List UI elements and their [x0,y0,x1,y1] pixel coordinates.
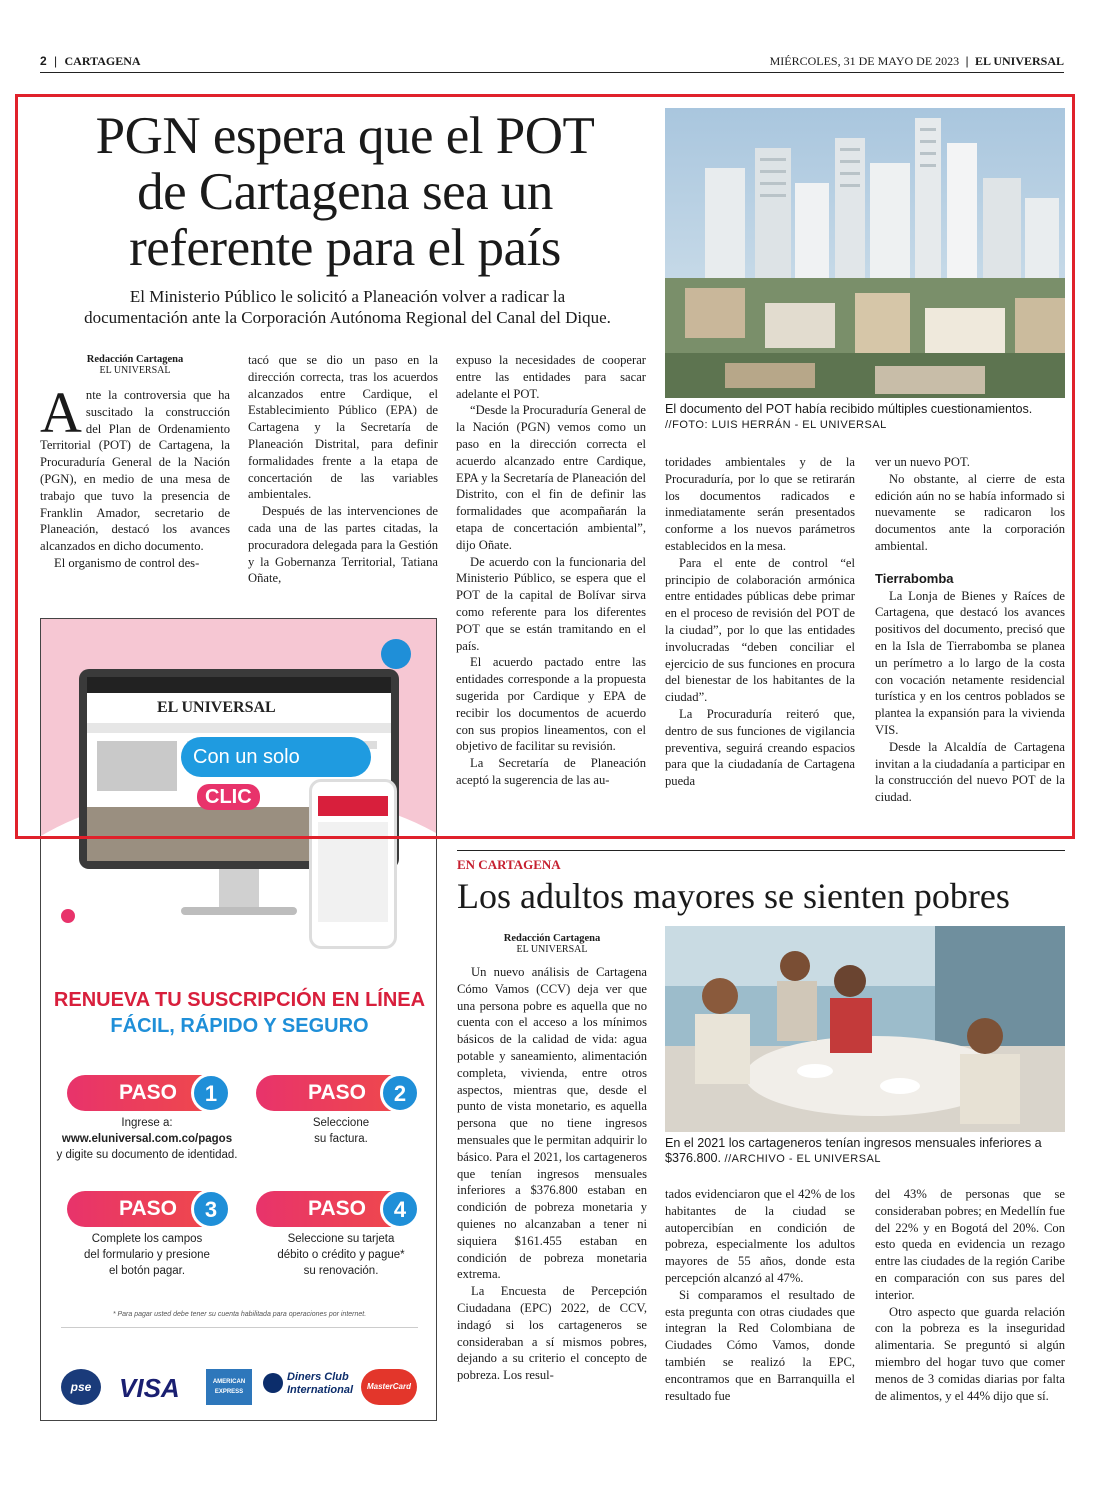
step-line: el botón pagar. [108,1265,186,1277]
step4-text [251,1231,431,1279]
step-line: Ingrese a: [121,1117,173,1129]
diners-icon [263,1373,283,1393]
article2-rule [457,850,1065,851]
browser-bar [87,677,391,693]
article2-col1 [457,964,647,1384]
paragraph: tados evidenciaron que el 42% de los habitantes de la ciudad se autopercibían en condición de pobreza, especialmente los adultos mayores de 55 años, donde esta percepción alcanzó al 47%. [665,1187,855,1285]
issue-date: MIÉRCOLES, 31 DE MAYO DE 2023 [769,54,960,68]
monitor-base [181,907,297,915]
subscription-ad[interactable] [40,618,437,1421]
step-number: 3 [191,1189,231,1229]
article2-kicker: EN CARTAGENA [457,857,561,872]
article1-col2 [248,352,438,587]
paragraph: “Desde la Procuraduría General de la Nación (PGN) vemos como un paso en la dirección correcta el acuerdo alcanzado entre Cardique, EPA y la Secretaría de Planeación del Distrito, con el fin de definir las formalidades que acompañarán la etapa de concertación ambiental”, dijo Oñate. [456,403,646,552]
pot-city-photo [665,108,1065,398]
byline-name: Redacción Cartagena [503,933,601,944]
header-right: MIÉRCOLES, 31 DE MAYO DE 2023 | EL UNIVERSAL [769,54,1064,68]
photo1-credit: //FOTO: LUIS HERRÁN - EL UNIVERSAL [665,419,887,431]
amex-logo: AMERICAN EXPRESS [206,1369,252,1405]
page-header [40,54,1064,70]
article1-headline [40,108,650,276]
headline-line: PGN espera que el POT [95,107,595,165]
paragraph: El acuerdo pactado entre las entidades corresponde a la propuesta sugerida por Cardique y EPA de recibir los documentos de acuerdo con sus propios lineamentos, con el objetivo de facilitar su revisión. [456,655,646,754]
page-number: 2 [40,54,47,68]
phone-header [318,796,388,816]
phone-menu [318,822,388,922]
photo1-caption: El documento del POT había recibido múltiples cuestionamientos. [665,402,1033,416]
paragraph: expuso la necesidades de cooperar entre las entidades para sacar adelante el POT. [456,353,646,401]
article2-headline: Los adultos mayores se sienten pobres [457,876,1010,916]
paragraph: Si comparamos el resultado de esta pregunta con otras ciudades que integran la Red Colombiana de Ciudades Cómo Vamos, donde también se realizó la EPC, encontramos que en Barranquilla el resultado fue [665,1287,855,1403]
step3-pill [67,1191,221,1227]
caption-text: En el 2021 los cartageneros tenían ingresos mensuales inferiores a [665,1136,1042,1150]
article2-col2 [665,1186,855,1404]
step1-pill [67,1075,221,1111]
step-label: PASO [308,1081,366,1104]
article1-col3 [456,352,646,789]
byline-name: Redacción Cartagena [86,354,184,365]
article1-col1 [40,380,230,572]
elderly-people-illustration [665,926,1065,1132]
step-line: su renovación. [303,1265,379,1277]
site-logo: EL UNIVERSAL [157,699,276,716]
paragraph: De acuerdo con la funcionaria del Ministerio Público, se espera que el POT de la capital de Bolívar sirva como referente para los diferentes POT que se están tramitando en el país. [456,554,646,653]
section-name: CARTAGENA [64,54,141,68]
ad-footnote: * Para pagar usted debe tener su cuenta habilitada para operaciones por internet. [112,1311,367,1318]
site-thumb [97,741,177,791]
bubble-text: Con un solo [193,746,300,768]
step-label: PASO [119,1081,177,1104]
ad-dot [61,909,75,923]
paragraph: toridades ambientales y de la Procuraduría, por lo que se retirarán los documentos radicados e inmediatamente serán presentados conforme a los nuevos parámetros establecidos en la mesa. [665,455,855,553]
step-label: PASO [119,1197,177,1220]
mastercard-logo: MasterCard [361,1369,417,1405]
headline-line: de Cartagena sea un [137,163,553,221]
step-line: débito o crédito y pague* [277,1249,405,1261]
byline-org: EL UNIVERSAL [516,944,588,955]
paragraph: La Encuesta de Percepción Ciudadana (EPC) 2022, de CCV, indagó si los cartageneros se consideraban a sí mismos pobres, dejando a su criterio el concepto de pobreza. Los resul- [457,1284,647,1383]
paragraph: Desde la Alcaldía de Cartagena invitan a la ciudadanía a participar en la construcción del nuevo POT de la ciudad. [875,739,1065,805]
pse-logo: pse [61,1369,101,1405]
ad-title: RENUEVA TU SUSCRIPCIÓN EN LÍNEA [53,989,426,1011]
ad-dot [381,639,411,669]
step-line: Complete los campos [91,1233,203,1245]
city-skyline-illustration [665,108,1065,398]
article2-byline [457,933,647,955]
elderly-people-photo [665,926,1065,1132]
ad-divider [61,1327,418,1328]
subhead-tierrabomba: Tierrabomba [875,570,954,586]
paragraph: La Procuraduría reiteró que, dentro de sus funciones de vigilancia preventiva, seguirá creando espacios para que la ciudadanía de Cartagena pueda [665,706,855,789]
step-line: y digite su documento de identidad. [56,1149,238,1161]
paper-name: EL UNIVERSAL [974,54,1064,68]
step-label: PASO [308,1197,366,1220]
photo2-credit: //ARCHIVO - EL UNIVERSAL [724,1153,881,1165]
deck-line: El Ministerio Público le solicitó a Planeación volver a radicar la [129,287,566,306]
article1-deck [40,286,655,328]
clic-bubble [181,737,371,808]
photo2-caption [665,1136,1065,1167]
paragraph: No obstante, al cierre de esta edición aún no se había informado si nuevamente se radicaron los documentos ante la corporación ambiental. [875,471,1065,553]
step-number: 1 [191,1073,231,1113]
article1-col4 [665,454,855,790]
byline-org: EL UNIVERSAL [99,365,171,376]
ad-subtitle: FÁCIL, RÁPIDO Y SEGURO [110,1015,369,1037]
dropcap: A [40,380,82,445]
visa-logo: VISA [119,1373,180,1403]
paragraph: Después de las intervenciones de cada una de las partes citadas, la procuradora delegada para la Gestión y la Gobernanza Territorial, Tatiana Oñate, [248,504,438,586]
site-nav [87,723,391,733]
paragraph: del 43% de personas que se consideraban pobres; en Medellín fue del 22% y en Bogotá del 20%. Con esto queda en evidencia un rezago entre las ciudades de la región Caribe en comparación con sus pares del interior. [875,1187,1065,1302]
paragraph: nte la controversia que ha suscitado la construcción del Plan de Ordenamiento Territorial (POT) de Cartagena, la Procuraduría General de la Nación (PGN), en medio de una mesa de trabajo que tuvo la presencia de Franklin Amador, secretario de Planeación, destacó los avances alcanzados en dicho documento. [40,388,230,554]
paragraph: Otro aspecto que guarda relación con la pobreza es la inseguridad alimentaria. Se preguntó si algún miembro del hogar tuvo que comer menos de 3 comidas diarias por falta de alimentos, y el 44% dijo que sí. [875,1304,1065,1403]
step2-pill [256,1075,410,1111]
step-line: Seleccione su tarjeta [287,1233,395,1245]
phone-illustration [309,779,397,949]
article2-col3 [875,1186,1065,1404]
article1-col5 [875,454,1065,806]
step-line: del formulario y presione [84,1249,210,1261]
monitor-stand [219,869,259,909]
step-url[interactable]: www.eluniversal.com.co/pagos [61,1133,233,1145]
paragraph: Un nuevo análisis de Cartagena Cómo Vamos (CCV) deja ver que una persona pobre es aquella que no cuenta con el acceso a los mínimos básicos de la calidad de vida: agua potable y saneamiento, alimentación completa, vivienda, entre otros aspectos, mientras que, desde el punto de vista monetario, es aquella persona que no tiene ingresos mensuales que le permitan adquirir lo básico. Para el 2021, los cartageneros que tenían ingresos mensuales inferiores a $376.800 estaban en condición de pobreza monetaria y quienes no alcanzaban a tener ni siquiera $161.455 estaban en condición de pobreza monetaria extrema. [457,965,647,1282]
paragraph: ver un nuevo POT. [875,455,970,469]
step-line: su factura. [314,1133,368,1145]
step-number: 2 [380,1073,420,1113]
headline-line: referente para el país [129,219,561,277]
paragraph: Para el ente de control “el principio de colaboración armónica entre entidades públicas debe primar en el proceso de revisión del POT de la ciudad”, por lo que las entidades involucradas “deben conciliar el ejercicio de sus funciones en procura del bienestar de los habitantes de la ciudad”. [665,555,855,705]
step4-pill [256,1191,410,1227]
step-line: Seleccione [312,1117,370,1129]
paragraph: El organismo de control des- [54,555,200,570]
paragraph: La Lonja de Bienes y Raíces de Cartagena, que destacó los avances positivos del documento, precisó que en la Isla de Tierrabomba se planea un perímetro a lo largo de la costa con vocación netamente residencial turística y en los centros poblados se plantea la expansión para la vivienda VIS. [875,588,1065,737]
header-separator: | [54,54,58,68]
diners-logo: Diners Club International [287,1371,354,1396]
paragraph: La Secretaría de Planeación aceptó la sugerencia de las au- [456,756,646,787]
article1-byline [40,354,230,376]
step3-text [41,1231,253,1279]
caption-text: $376.800. [665,1151,722,1165]
step1-text [41,1115,253,1163]
deck-line: documentación ante la Corporación Autónoma Regional del Canal del Dique. [84,308,611,327]
paragraph: tacó que se dio un paso en la dirección correcta, tras los acuerdos alcanzados entre Cardique, el Establecimiento Público (EPA) de Cartagena y la Secretaría de Planeación Distrital, para definir formalidades frente a la etapa de concertación de las variables ambientales. [248,353,438,502]
step-number: 4 [380,1189,420,1229]
header-rule [40,72,1064,73]
step2-text [251,1115,431,1147]
clic-badge: CLIC [197,784,260,810]
